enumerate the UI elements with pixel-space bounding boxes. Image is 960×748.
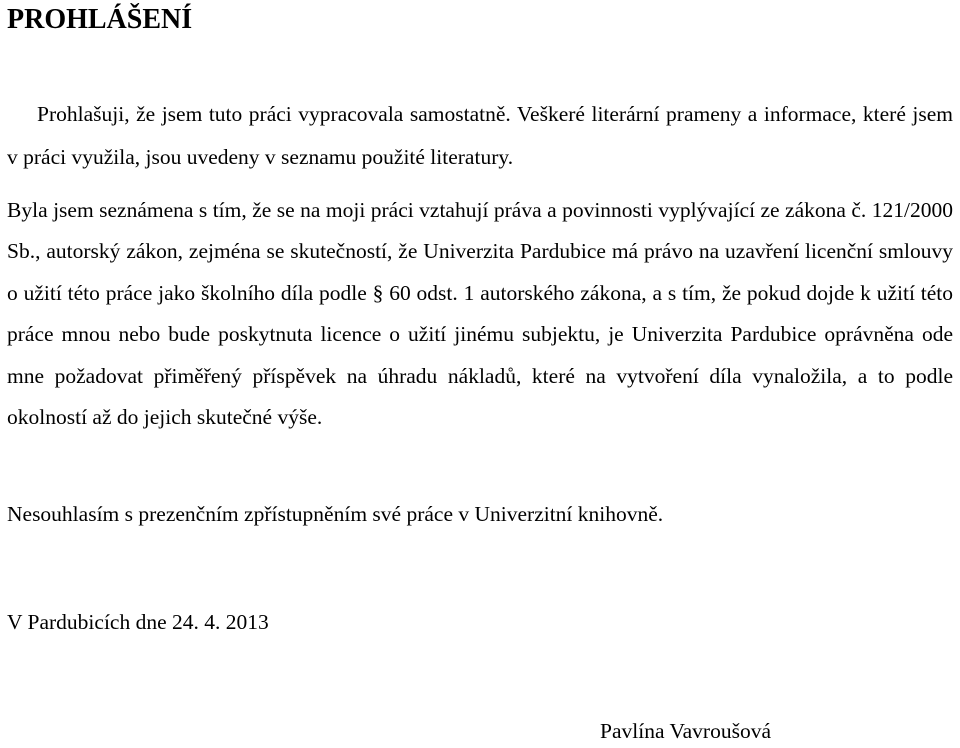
author-signature-name: Pavlína Vavroušová <box>600 719 771 743</box>
declaration-paragraph-copyright: Byla jsem seznámena s tím, že se na moji práci vztahují práva a povinnosti vyplývající ze zákona č. 121/2000 Sb., autorský zákon, zejména se skutečností, že Univerzita Pardubice má právo na uzavření licenční smlouvy o užití této práce jako školního díla podle § 60 odst. 1 autorského zákona, a s tím, že pokud dojde k užití této práce mnou nebo bude poskytnuta licence o užití jinému subjektu, je Univerzita Pardubice oprávněna ode mne požadovat přiměřený příspěvek na úhradu nákladů, které na vytvoření díla vynaložila, a to podle okolností až do jejich skutečné výše. <box>7 198 953 430</box>
place-and-date: V Pardubicích dne 24. 4. 2013 <box>7 610 269 634</box>
document-title: PROHLÁŠENÍ <box>7 4 193 35</box>
authorship-text: Prohlašuji, že jsem tuto práci vypracovala samostatně. Veškeré literární prameny a informace, které jsem v práci využila, jsou uvedeny v seznamu použité literatury. <box>7 102 953 169</box>
declaration-paragraph-authorship <box>7 93 953 179</box>
declaration-paragraph-library-access: Nesouhlasím s prezenčním zpřístupněním své práce v Univerzitní knihovně. <box>7 502 664 526</box>
